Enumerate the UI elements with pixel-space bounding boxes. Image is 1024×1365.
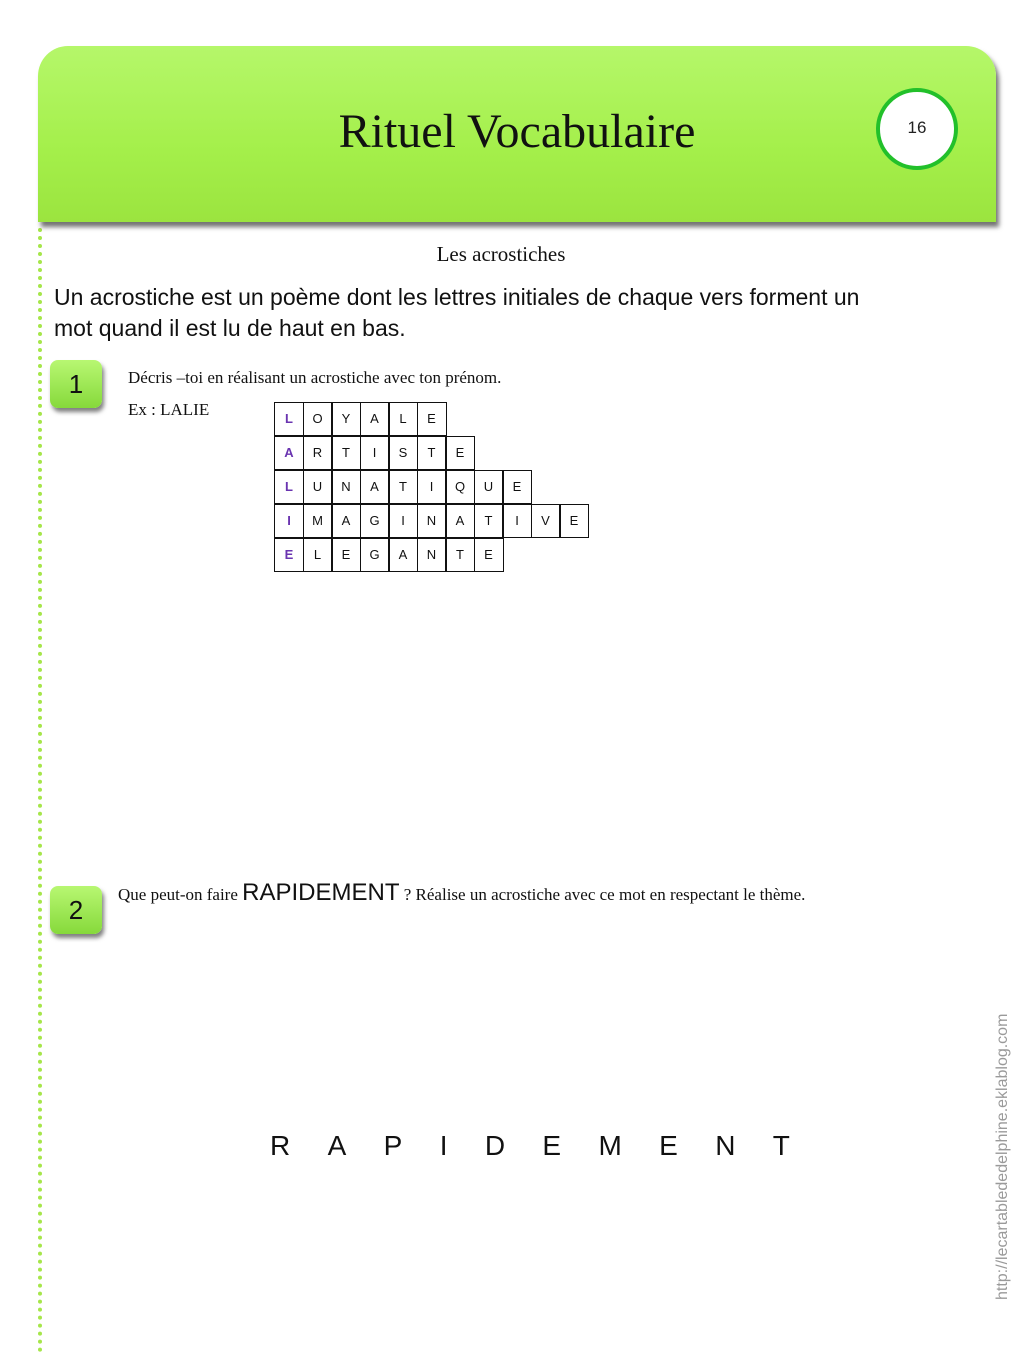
acrostic-letter: T: [331, 436, 361, 470]
acrostic-start-letter: T: [772, 1130, 790, 1161]
acrostic-letter: A: [445, 504, 475, 538]
acrostic-letter: A: [360, 470, 390, 504]
exercise-2-badge: 2: [50, 886, 102, 934]
example-label: Ex : LALIE: [128, 400, 210, 419]
acrostic-start-letter: E: [542, 1130, 562, 1161]
acrostic-letter: Y: [331, 402, 361, 436]
acrostic-letter: I: [360, 436, 390, 470]
acrostic-row: [274, 505, 589, 539]
acrostic-letter: L: [388, 402, 418, 436]
acrostic-letter: N: [331, 470, 361, 504]
acrostic-start-letter: I: [439, 1130, 448, 1161]
acrostic-letter: E: [417, 402, 447, 436]
acrostic-initial-letter: I: [274, 504, 304, 538]
acrostic-start-letter: D: [484, 1130, 506, 1161]
instruction-text-end: ? Réalise un acrostiche avec ce mot en respectant le thème.: [399, 885, 806, 904]
acrostic-start-letter: A: [327, 1130, 347, 1161]
acrostic-letter: E: [445, 436, 475, 470]
acrostic-letter: E: [331, 538, 361, 572]
acrostic-initial-letter: L: [274, 402, 304, 436]
acrostic-initial-letter: A: [274, 436, 304, 470]
page-number: 16: [907, 118, 927, 137]
acrostic-initial-letter: L: [274, 470, 304, 504]
acrostic-letter: E: [474, 538, 504, 572]
acrostic-start-letter: E: [659, 1130, 678, 1161]
acrostic-start-letter: R: [270, 1130, 291, 1161]
acrostic-start-letter: N: [715, 1130, 736, 1161]
acrostic-letter: I: [388, 504, 418, 538]
acrostic-row: [274, 403, 589, 437]
acrostic-letter: N: [417, 538, 447, 572]
section-subtitle: Les acrostiches: [436, 242, 566, 266]
rapidement-letters: [270, 1130, 790, 1162]
acrostic-letter: Q: [445, 470, 475, 504]
acrostic-row: [274, 539, 589, 573]
page-title: Rituel Vocabulaire: [338, 105, 696, 158]
source-url: http://lecartablededelphine.eklablog.com: [994, 1013, 1011, 1300]
acrostic-letter: M: [303, 504, 333, 538]
dotted-margin-line: [38, 228, 42, 1353]
acrostic-letter: N: [417, 504, 447, 538]
acrostic-letter: T: [445, 538, 475, 572]
instruction-keyword: RAPIDEMENT: [242, 879, 400, 906]
page-number-badge: [876, 88, 958, 170]
acrostic-letter: E: [502, 470, 532, 504]
acrostic-letter: A: [360, 402, 390, 436]
acrostic-row: [274, 437, 589, 471]
acrostic-letter: S: [388, 436, 418, 470]
acrostic-letter: I: [417, 470, 447, 504]
acrostic-letter: G: [360, 504, 390, 538]
acrostic-grid: [274, 403, 589, 573]
acrostic-letter: T: [388, 470, 418, 504]
acrostic-row: [274, 471, 589, 505]
instruction-text-start: Que peut-on faire: [118, 885, 243, 904]
acrostic-letter: E: [559, 504, 589, 538]
acrostic-start-letter: M: [598, 1130, 622, 1161]
acrostic-letter: U: [303, 470, 333, 504]
acrostic-letter: V: [531, 504, 561, 538]
acrostic-letter: R: [303, 436, 333, 470]
acrostic-letter: U: [474, 470, 504, 504]
exercise-2-instruction: [118, 878, 878, 910]
acrostic-letter: T: [417, 436, 447, 470]
acrostic-letter: A: [331, 504, 361, 538]
exercise-1-badge: 1: [50, 360, 102, 408]
acrostic-letter: A: [388, 538, 418, 572]
definition-text: Un acrostiche est un poème dont les lettres initiales de chaque vers forment un mot quand il est lu de haut en bas.: [54, 284, 860, 341]
acrostic-initial-letter: E: [274, 538, 304, 572]
header-banner: [38, 46, 996, 222]
acrostic-letter: L: [303, 538, 333, 572]
acrostic-letter: T: [474, 504, 504, 538]
acrostic-letter: G: [360, 538, 390, 572]
acrostic-start-letter: P: [383, 1130, 403, 1161]
acrostic-letter: O: [303, 402, 333, 436]
acrostic-letter: I: [502, 504, 532, 538]
exercise-1-instruction: Décris –toi en réalisant un acrostiche avec ton prénom.: [128, 368, 502, 387]
